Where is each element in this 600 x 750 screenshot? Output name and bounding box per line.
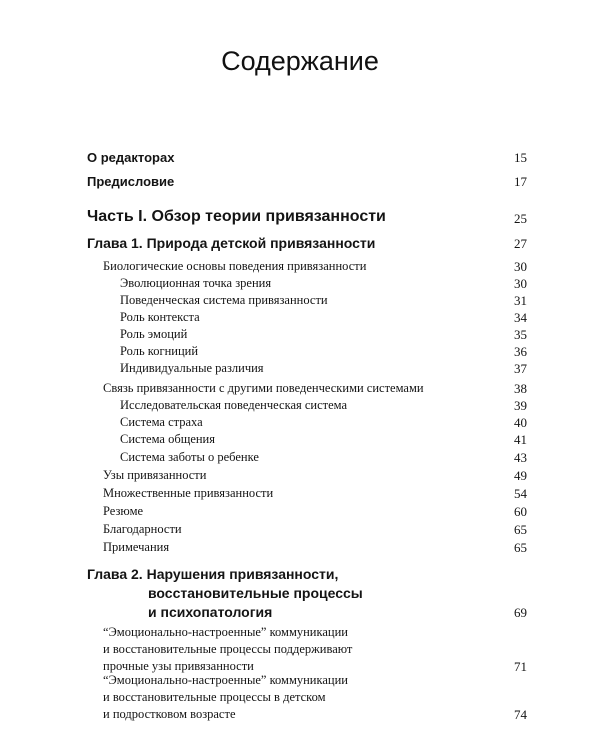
toc-entry-label: Резюме: [103, 504, 144, 518]
toc-subentry-page: 36: [514, 344, 527, 359]
toc-entry-label-line1: “Эмоционально-настроенные” коммуникации: [103, 625, 348, 639]
toc-chapter-label-line3: и психопатология: [148, 604, 273, 620]
toc-entry-page: 65: [514, 522, 527, 537]
toc-entry-page: 71: [514, 659, 527, 674]
toc-entry-label-line3: и подростковом возрасте: [103, 707, 236, 721]
toc-subentry-page: 41: [514, 432, 527, 447]
toc-chapter-label-line2: восстановительные процессы: [148, 585, 363, 601]
toc-part-page: 25: [514, 211, 527, 226]
toc-subentry-page: 43: [514, 450, 527, 465]
toc-entry-page: 54: [514, 486, 527, 501]
toc-entry-label-line2: и восстановительные процессы поддерживают: [103, 642, 353, 656]
toc-entry-label-line3: прочные узы привязанности: [103, 659, 254, 673]
toc-subentry-page: 40: [514, 415, 527, 430]
toc-entry-page: 15: [514, 150, 527, 165]
toc-entry-page: 38: [514, 381, 527, 396]
toc-part-label: Часть I. Обзор теории привязанности: [87, 208, 386, 225]
toc-subentry-page: 31: [514, 293, 527, 308]
toc-subentry-label: Система общения: [120, 432, 215, 446]
toc-subentry-label: Роль эмоций: [120, 327, 188, 341]
toc-subentry-label: Роль когниций: [120, 344, 199, 358]
toc-entry-label-line1: “Эмоционально-настроенные” коммуникации: [103, 673, 348, 687]
toc-subentry-label: Роль контекста: [120, 310, 200, 324]
toc-entry-label: О редакторах: [87, 150, 175, 165]
toc-entry-label: Благодарности: [103, 522, 182, 536]
toc-chapter-page: 69: [514, 605, 527, 620]
toc-subentry-page: 35: [514, 327, 527, 342]
toc-entry-label: Множественные привязанности: [103, 486, 274, 500]
toc-entry-page: 17: [514, 174, 527, 189]
toc-subentry-page: 30: [514, 276, 527, 291]
toc-chapter-page: 27: [514, 236, 527, 251]
toc-entry-label: Узы привязанности: [103, 468, 207, 482]
toc-chapter-label: Глава 1. Природа детской привязанности: [87, 235, 376, 251]
toc-entry-page: 65: [514, 540, 527, 555]
toc-subentry-label: Система заботы о ребенке: [120, 450, 259, 464]
toc-entry-label: Примечания: [103, 540, 170, 554]
toc-subentry-label: Индивидуальные различия: [120, 361, 264, 375]
toc-entry-label-line2: и восстановительные процессы в детском: [103, 690, 326, 704]
toc-subentry-label: Поведенческая система привязанности: [120, 293, 328, 307]
toc-entry-label: Биологические основы поведения привязанности: [103, 259, 367, 273]
toc-entry-page: 60: [514, 504, 527, 519]
page-title: Содержание: [221, 46, 379, 76]
toc-entry-label: Предисловие: [87, 174, 175, 189]
toc-entry-page: 30: [514, 259, 527, 274]
toc-subentry-page: 34: [514, 310, 527, 325]
toc-chapter-label-line1: Глава 2. Нарушения привязанности,: [87, 566, 339, 582]
toc-entry-page: 49: [514, 468, 527, 483]
toc-subentry-page: 39: [514, 398, 527, 413]
toc-entry-page: 74: [514, 707, 527, 722]
toc-entry-label: Связь привязанности с другими поведенческими системами: [103, 381, 424, 395]
toc-subentry-label: Система страха: [120, 415, 203, 429]
toc-subentry-label: Эволюционная точка зрения: [120, 276, 272, 290]
toc-subentry-label: Исследовательская поведенческая система: [120, 398, 348, 412]
toc-subentry-page: 37: [514, 361, 527, 376]
